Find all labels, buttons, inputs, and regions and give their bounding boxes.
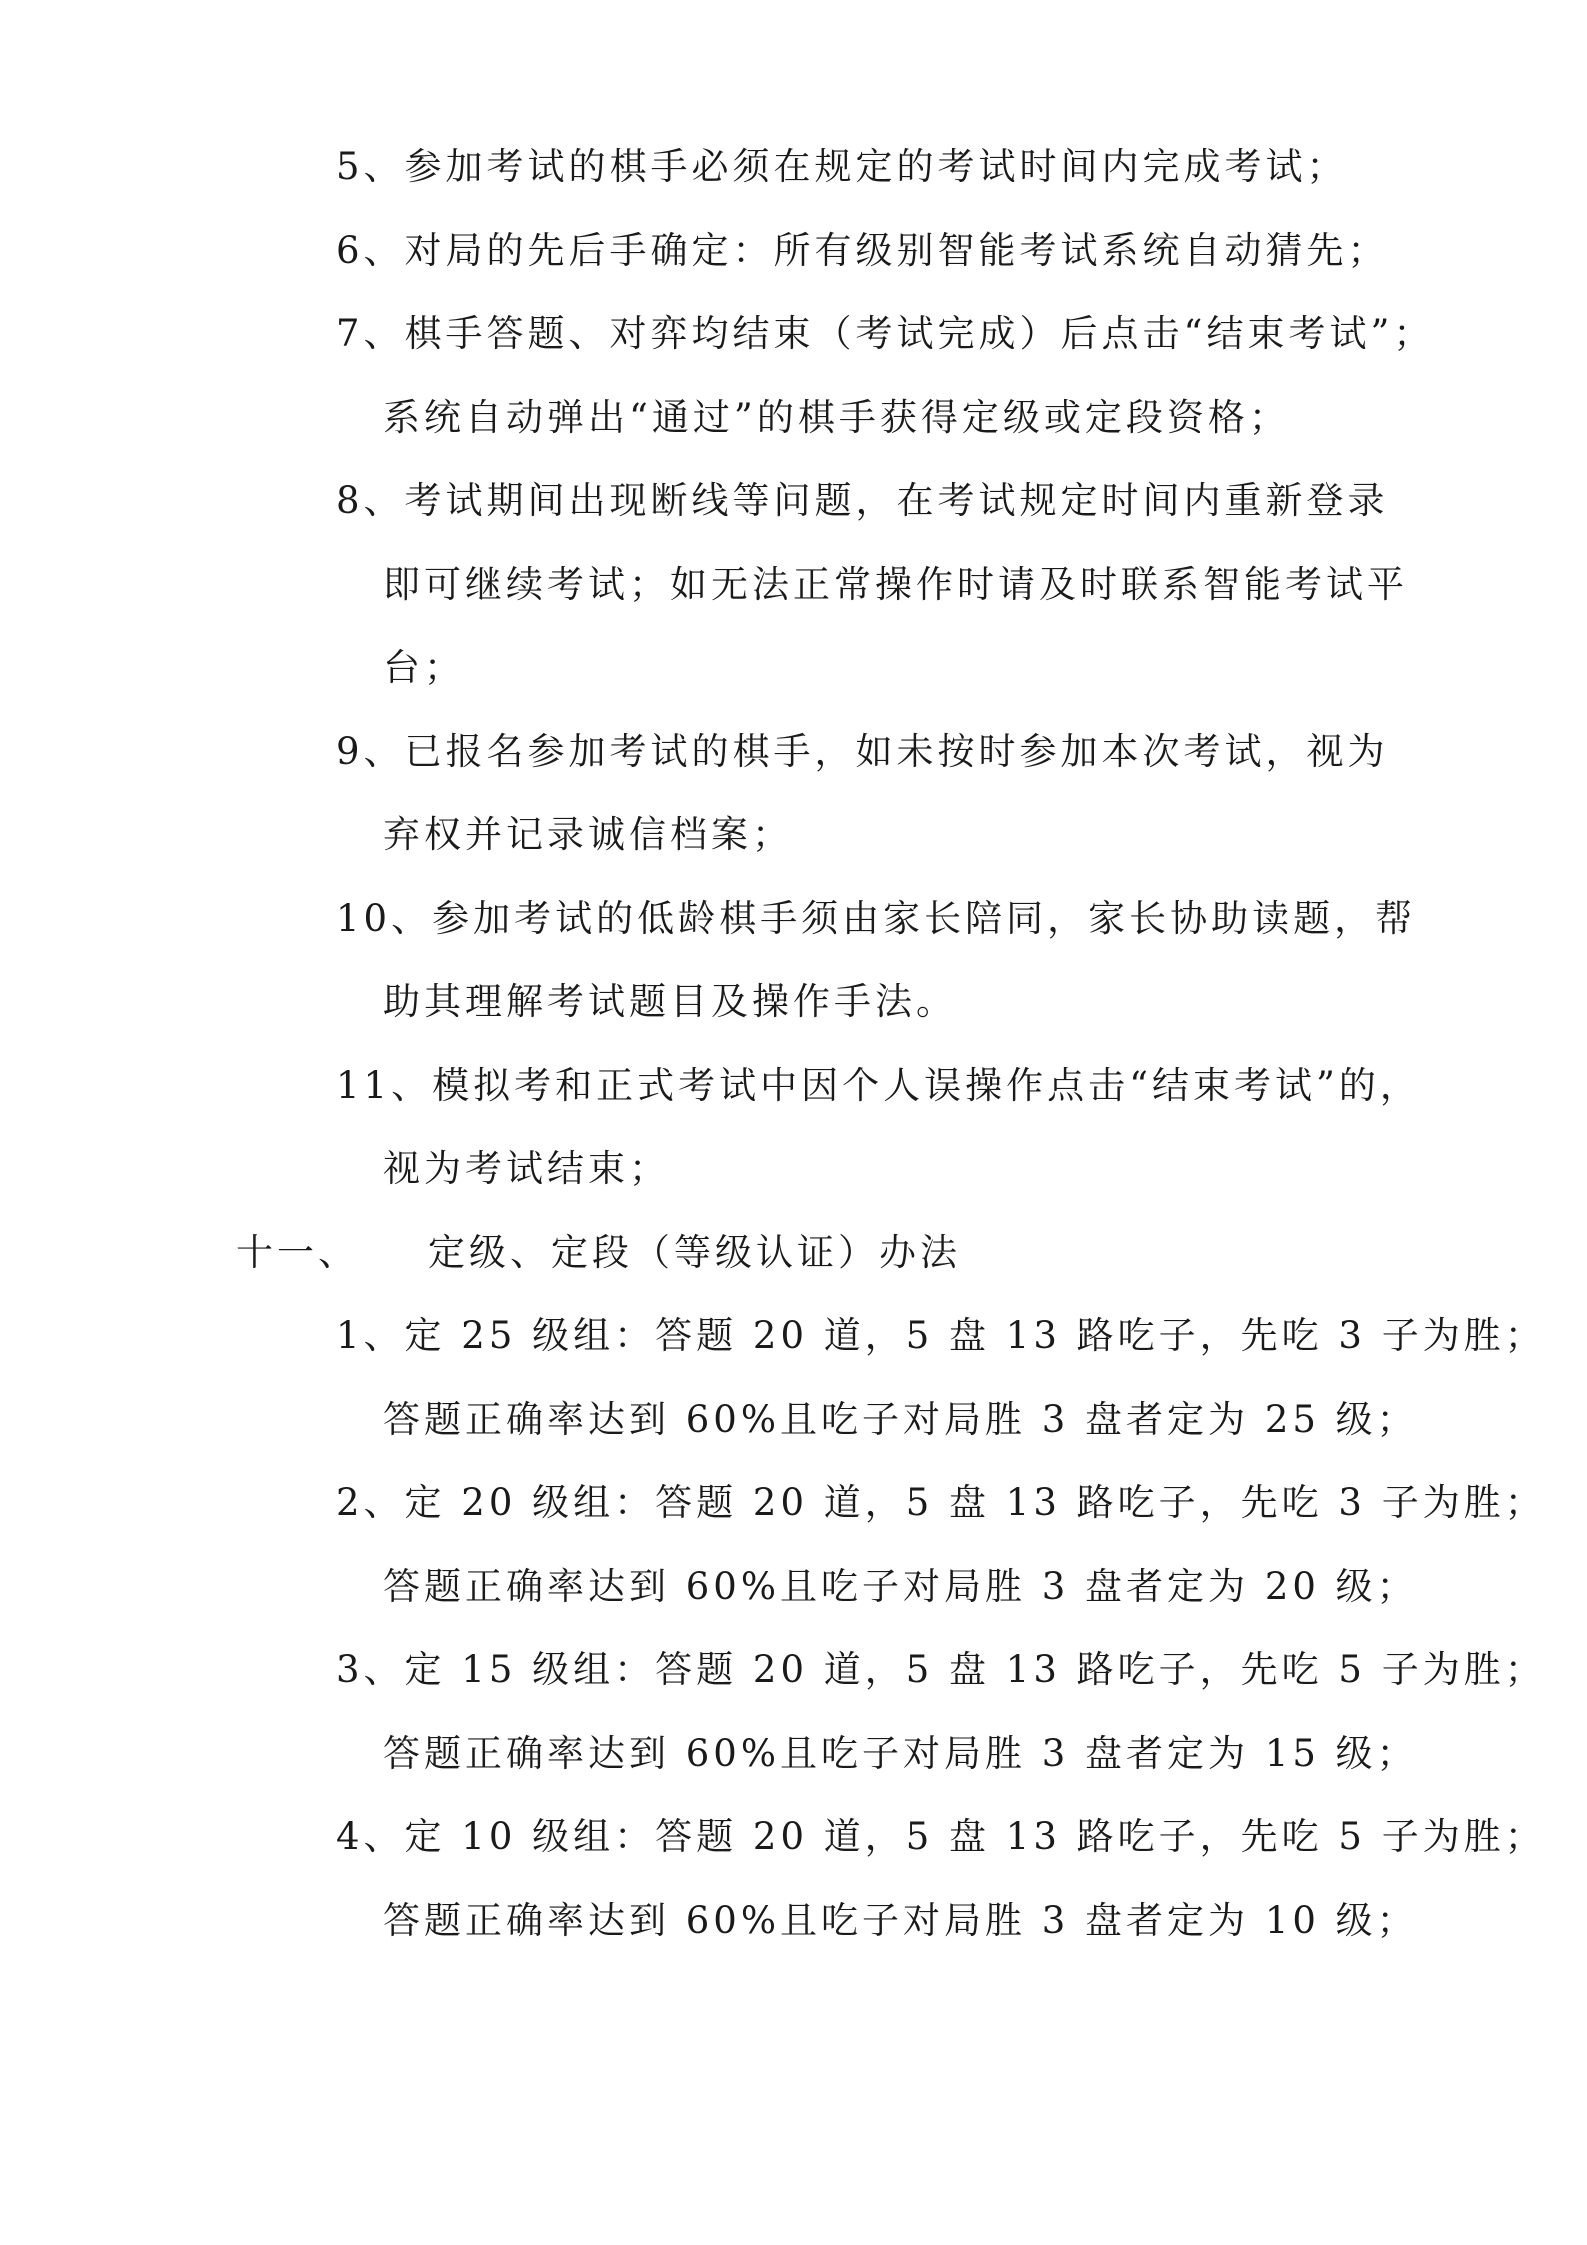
rule-7-text: 7、棋手答题、对弈均结束（考试完成）后点击“结束考试”；: [336, 312, 1435, 355]
grading-25-text: 1、定 25 级组：答题 20 道，5 盘 13 路吃子，先吃 3 子为胜；: [336, 1314, 1546, 1357]
grading-20-text: 2、定 20 级组：答题 20 道，5 盘 13 路吃子，先吃 3 子为胜；: [336, 1481, 1546, 1524]
rule-10-text: 10、参加考试的低龄棋手须由家长陪同，家长协助读题，帮: [336, 897, 1417, 940]
grading-10-text: 4、定 10 级组：答题 20 道，5 盘 13 路吃子，先吃 5 子为胜；: [336, 1815, 1546, 1858]
section-number: 十一、: [236, 1231, 359, 1274]
rule-7-continuation: 系统自动弹出“通过”的棋手获得定级或定段资格；: [383, 396, 1290, 439]
rule-8-continuation: 即可继续考试；如无法正常操作时请及时联系智能考试平: [383, 563, 1408, 606]
grading-15-continuation: 答题正确率达到 60%且吃子对局胜 3 盘者定为 15 级；: [383, 1732, 1418, 1775]
rule-5-text: 5、参加考试的棋手必须在规定的考试时间内完成考试；: [336, 145, 1348, 188]
rule-9-continuation: 弃权并记录诚信档案；: [383, 813, 793, 856]
rule-8-text: 8、考试期间出现断线等问题，在考试规定时间内重新登录: [336, 479, 1389, 522]
rule-9-text: 9、已报名参加考试的棋手，如未按时参加本次考试，视为: [336, 730, 1389, 773]
rule-10-continuation: 助其理解考试题目及操作手法。: [383, 980, 957, 1023]
section-heading: 定级、定段（等级认证）办法: [428, 1231, 961, 1274]
rule-6-text: 6、对局的先后手确定：所有级别智能考试系统自动猜先；: [336, 229, 1389, 272]
rule-8-continuation-2: 台；: [383, 646, 465, 689]
grading-25-continuation: 答题正确率达到 60%且吃子对局胜 3 盘者定为 25 级；: [383, 1398, 1418, 1441]
grading-15-text: 3、定 15 级组：答题 20 道，5 盘 13 路吃子，先吃 5 子为胜；: [336, 1648, 1546, 1691]
grading-20-continuation: 答题正确率达到 60%且吃子对局胜 3 盘者定为 20 级；: [383, 1565, 1418, 1608]
grading-10-continuation: 答题正确率达到 60%且吃子对局胜 3 盘者定为 10 级；: [383, 1899, 1418, 1942]
rule-11-continuation: 视为考试结束；: [383, 1147, 670, 1190]
rule-11-text: 11、模拟考和正式考试中因个人误操作点击“结束考试”的，: [336, 1064, 1421, 1107]
